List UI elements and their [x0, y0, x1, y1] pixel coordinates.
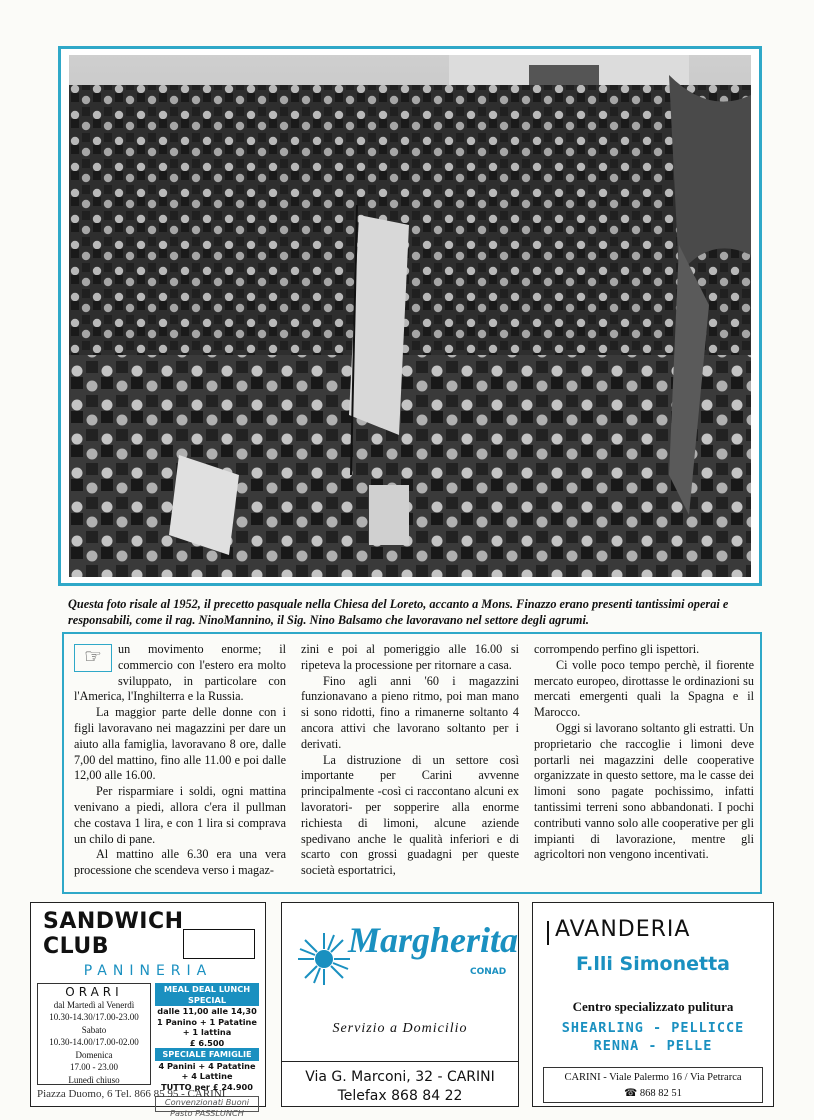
- logo-box-decoration: [183, 929, 255, 959]
- paragraph: Al mattino alle 6.30 era una vera processione che scendeva verso i magaz-: [74, 847, 286, 878]
- paragraph: Fino agli anni '60 i magazzini funzionavano a pieno ritmo, poi man mano si sono ridotti, fino a rimanerne soltanto 4 ancora attivi che lavorano soltanto per i derivati.: [301, 673, 519, 751]
- conad-label: CONAD: [470, 967, 507, 977]
- opening-hours: ORARI dal Martedì al Venerdì 10.30-14.30/17.00-23.00 Sabato 10.30-14.00/17.00-02.00 Domenica 17.00 - 23.00 Lunedì chiuso: [37, 983, 151, 1085]
- article-column-3: [534, 642, 754, 863]
- article-column-2: [301, 642, 519, 879]
- photo-caption: Questa foto risale al 1952, il precetto pasquale nella Chiesa del Loreto, accanto a Mons. Finazzo erano presenti tantissimi operai e responsabili, come il rag. NinoMannino, il Sig. Nino Balsamo che lavoravano nel settore degli agrumi.: [68, 597, 729, 627]
- meal-deal: MEAL DEAL LUNCH SPECIAL dalle 11,00 alle 14,30 1 Panino + 1 Patatine + 1 lattina £ 6.500 SPECIALE FAMIGLIE 4 Panini + 4 Patatine + 4 Lattine TUTTO per £ 24.900 Convenzionati Buoni Pasto PASSLUNCH: [155, 983, 259, 1083]
- paragraph: La maggior parte delle donne con i figli lavoravano nei magazzini per dare un aiuto alla famiglia, lavoravano 8 ore, dalle 7,00 del mattino, fino alle 11.00 e poi dalle 12,00 alle 16.00.: [74, 705, 286, 783]
- photo-frame: [58, 46, 762, 586]
- sandwich-club-logo: SANDWICH CLUB: [43, 909, 184, 959]
- lavanderia-l-bar: [547, 921, 549, 945]
- crowd-photo-illustration: [69, 55, 751, 577]
- lavanderia-title: AVANDERIA: [555, 917, 691, 942]
- paragraph: La distruzione di un settore così importante per Carini avvenne principalmente -così ci raccontano alcuni ex lavoratori- per sopperire alla enorme richiesta di limoni, alcune aziende spedivano anche le qualità inferiori e di scarto con grossi guadagni per queste società esportatrici,: [301, 752, 519, 878]
- ad-sandwich-club: [30, 902, 266, 1118]
- lavanderia-products: SHEARLING - PELLICCE RENNA - PELLE: [561, 1020, 745, 1054]
- paragraph: un movimento enorme; il commercio con l'estero era molto sviluppato, in particolare con l'America, l'Inghilterra e la Russia.: [74, 642, 286, 704]
- article-box: [62, 632, 762, 894]
- stamp: Convenzionati Buoni Pasto PASSLUNCH: [155, 1096, 259, 1112]
- paninieria-label: PANINERIA: [83, 963, 213, 979]
- margherita-address: Via G. Marconi, 32 - CARINI Telefax 868 84 22: [282, 1061, 518, 1108]
- paragraph: corrompendo perfino gli ispettori.: [534, 642, 700, 656]
- lavanderia-name: F.lli Simonetta: [575, 953, 730, 975]
- daisy-flower-icon: [294, 927, 354, 997]
- lavanderia-address: CARINI - Viale Palermo 16 / Via Petrarca ☎ 868 82 51: [543, 1067, 763, 1103]
- paragraph: Ci volle poco tempo perchè, il fiorente mercato europeo, dirottasse le ordinazioni su mercati emergenti quali la Spagna e il Marocco.: [534, 657, 754, 720]
- paragraph: Oggi si lavorano soltanto gli estratti. Un proprietario che raccoglie i limoni deve portarli nei magazzini delle cooperative organizzate in questo settore, ma le casse dei limoni sono pagate pochissimo, infatti tantissimi terreni sono abbandonati. I pochi contributi vanno solo alle cooperative per gli impianti di lavorazione, mentre gli agricoltori non vengono incentivati.: [534, 720, 754, 862]
- pointing-hand-icon: ☞: [74, 644, 112, 672]
- home-delivery-label: Servizio a Domicilio: [332, 1021, 468, 1036]
- sandwich-address: Piazza Duomo, 6 Tel. 866 85 95 - CARINI: [37, 1088, 226, 1100]
- lavanderia-tagline: Centro specializzato pulitura: [572, 999, 734, 1014]
- brand-name: Margherita: [348, 920, 519, 960]
- paragraph: Per risparmiare i soldi, ogni mattina venivano a piedi, allora c'era il pullman che costava 1 lira, e con 1 lira si comprava un chilo di pane.: [74, 784, 286, 846]
- paragraph: zini e poi al pomeriggio alle 16.00 si ripeteva la processione per ritornare a casa.: [301, 642, 519, 672]
- article-column-1: [74, 642, 286, 879]
- ad-margherita: [281, 902, 519, 1107]
- margherita-logo: [290, 909, 519, 983]
- historical-photo: [69, 55, 751, 577]
- ad-lavanderia: [532, 902, 774, 1107]
